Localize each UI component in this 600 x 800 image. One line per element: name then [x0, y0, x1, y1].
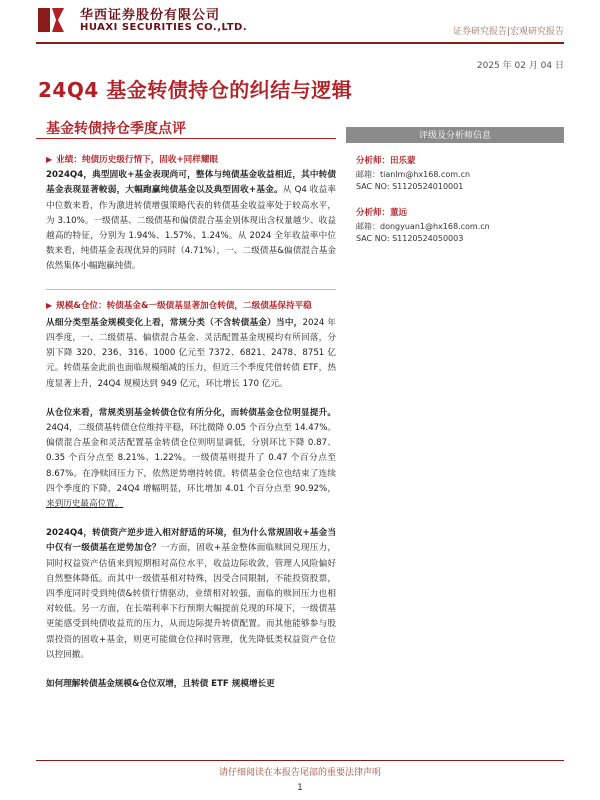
analyst-sac: SAC NO: S1120524010001 [356, 182, 464, 191]
analyst-email[interactable]: 邮箱：tianlm@hx168.com.cn [356, 170, 471, 179]
company-name-cn: 华西证券股份有限公司 [80, 8, 221, 23]
analyst-name: 田乐蒙 [390, 156, 416, 166]
analyst-name: 董远 [390, 208, 408, 218]
triangle-bullet-icon: ▶ [46, 300, 53, 310]
page-number: 1 [297, 783, 303, 793]
report-type: 证券研究报告|宏观研究报告 [452, 27, 564, 37]
header-divider [36, 42, 564, 44]
analyst-card [356, 154, 470, 191]
paragraph-logic: 2024Q4，转债资产逆步进入相对舒适的环境，但为什么常规固收+基金当中仅有一级债基在逆势加仓？一方面，固收+基金整体面临赎回兑现压力，同时权益资产估值来到短期相对高位水平，收益边际收敛，管理人风险偏好自然整体降低。而其中一级债基相对特殊，因受合同限制，不能投资股票，四季度同时受到纯债&转债行情驱动，业绩相对较强，面临的赎回压力也相对较低。另一方面，在长端利率下行预期大幅提前兑现的环境下，一级债基更能感受到纯债收益荒的压力，从而边际提升转债配置。而其他能够参与股票投资的固收+基金，则更可能做仓位择时管理，优先降低类权益资产仓位以控回撤。 [46, 528, 336, 660]
paragraph-position: 从仓位来看，常规类别基金转债仓位有所分化，而转债基金仓位明显提升。24Q4，二级债基转债仓位维持平稳，环比微降 0.05 个百分点至 14.47%。偏债混合基金和灵活配置基金转债仓位则明显调低，分别环比下降 0.87、0.35 个百分点至 8.21%、1.22%。一级债基则提升了 0.47 个百分点至 8.67%。在净赎回压力下，依然逆势增持转债。转债基金仓位也结束了连续四个季度的下降，24Q4 增幅明显，环比增加 4.01 个百分点至 90.92%，来到历史最高位置。 [46, 407, 336, 510]
company-name-en: HUAXI SECURITIES CO.,LTD. [80, 22, 248, 33]
analyst-email[interactable]: 邮箱：dongyuan1@hx168.com.cn [356, 222, 490, 231]
main-content [46, 150, 336, 706]
paragraph-etf: 如何理解转债基金规模&仓位双增，且转债 ETF 规模增长更 [46, 679, 275, 690]
section-heading-scale-position: ▶ 规模&仓位：转债基金&一级债基显著加仓转债，二级债基保持平稳 [46, 300, 312, 311]
subtitle-divider [36, 138, 336, 139]
section-divider [46, 289, 336, 290]
section-heading-performance: ▶ 业绩：纯债历史级行情下，固收+同样耀眼 [46, 155, 219, 165]
legal-disclaimer: 请仔细阅读在本报告尾部的重要法律声明 [218, 768, 381, 778]
paragraph-performance: 2024Q4，典型固收+基金表现尚可，整体与纯债基金收益相近，其中转债基金表现显著較弱，大幅跑赢纯债基金以及典型固收+基金。从 Q4 收益率中位数来看，作为激进转债增强策略代表的转债基金收益率处于较高水平，为 3.10%。一级债基、二级债基和偏债混合基金别体现出含权量越少、收益越高的特征，分别为 1.94%、1.57%、1.24%。从 2024 全年收益率中位数来看，纯债基金表现优异的同时（4.71%），一、二级债基&偏债混合基金依然集体小幅跑赢纯债。 [46, 170, 337, 272]
analyst-card [356, 206, 490, 243]
huaxi-logo-icon [36, 6, 66, 34]
triangle-bullet-icon: ▶ [46, 155, 53, 164]
sidebar-heading: 评级及分析师信息 [418, 131, 491, 141]
footer-divider [36, 760, 564, 761]
paragraph-scale: 从细分类型基金规模变化上看，常规分类（不含转债基金）当中，2024 年四季度，一、二级债基、偏债混合基金、灵活配置基金规模均有所回落，分别下降 320、236、316、1000 亿元至 7372、6821、2478、8751 亿元。转债基金此前也面临规模缩减的压力，但近三个季度凭借转债 ETF，热度显著上升，24Q4 规模达到 949 亿元，环比增长 170 亿元。 [46, 317, 336, 389]
analyst-label: 分析师： [356, 208, 391, 218]
report-title: 24Q4 基金转债持仓的纠结与逻辑 [38, 78, 353, 102]
analyst-label: 分析师： [356, 156, 391, 166]
report-subtitle: 基金转债持仓季度点评 [46, 121, 186, 137]
report-date: 2025 年 02 月 04 日 [476, 61, 564, 71]
analyst-sac: SAC NO: S1120524050003 [356, 234, 464, 243]
